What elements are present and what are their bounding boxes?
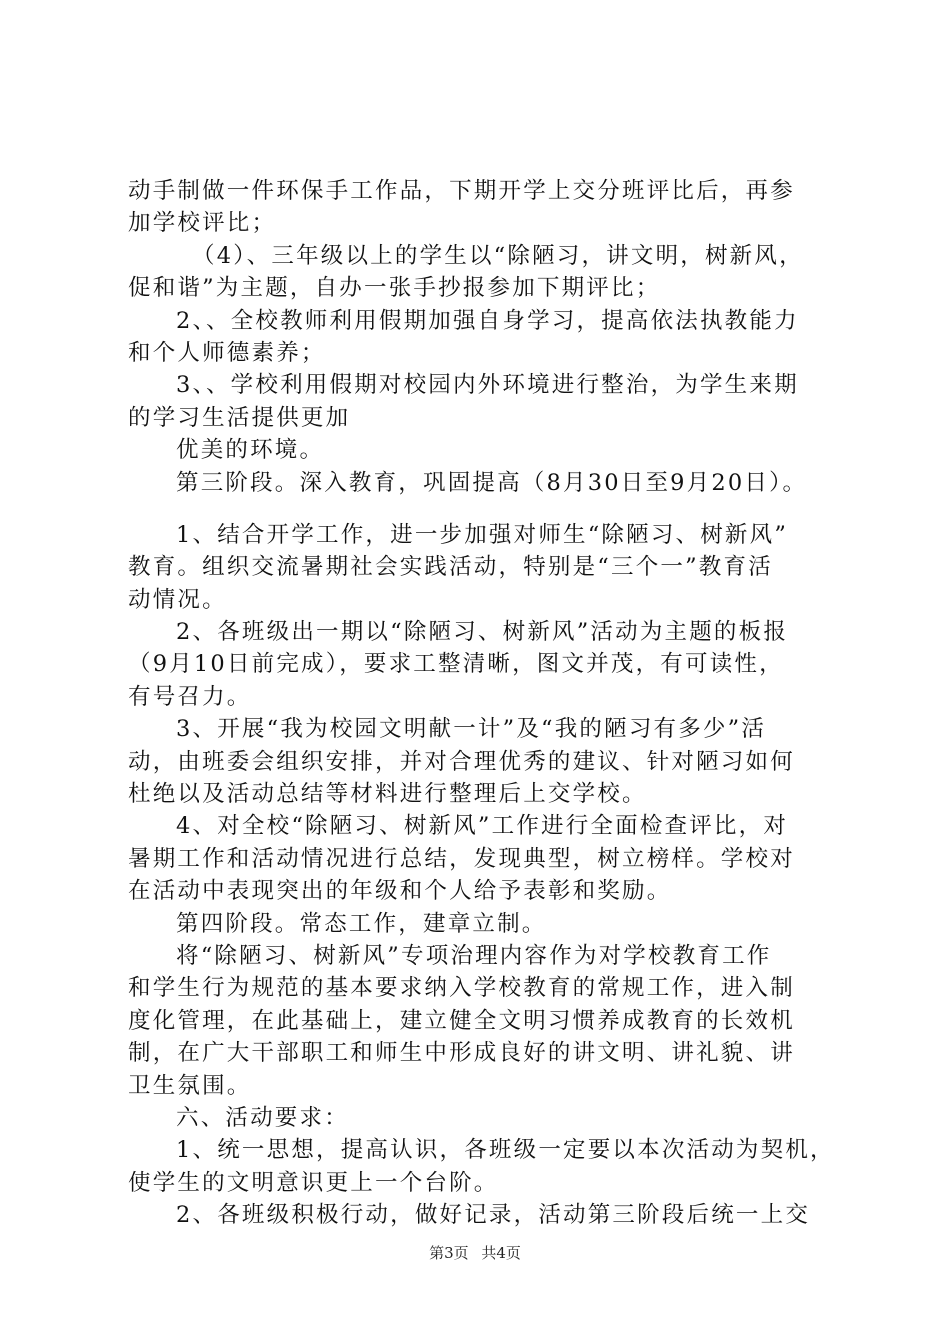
- body-line: 六、活动要求：: [176, 1104, 349, 1131]
- page-number: 第3页: [429, 1244, 469, 1262]
- body-line: 度化管理，在此基础上，建立健全文明习惯养成教育的长效机: [128, 1007, 795, 1034]
- body-line: 2、各班级出一期以“除陋习、树新风”活动为主题的板报: [176, 619, 789, 646]
- body-line: 促和谐”为主题，自办一张手抄报参加下期评比；: [128, 275, 661, 302]
- body-line: 动手制做一件环保手工作品，下期开学上交分班评比后，再参: [128, 178, 795, 204]
- body-line: 和学生行为规范的基本要求纳入学校教育的常规工作，进入制: [128, 975, 795, 1002]
- body-line: 动情况。: [128, 586, 227, 613]
- body-line: 第四阶段。常态工作，建章立制。: [176, 910, 547, 937]
- body-line: 和个人师德素养；: [128, 339, 326, 366]
- body-line: 动，由班委会组织安排，并对合理优秀的建议、针对陋习如何: [128, 748, 795, 775]
- body-line: 4、对全校“除陋习、树新风”工作进行全面检查评比，对: [176, 813, 789, 840]
- body-line: 的学习生活提供更加: [128, 404, 351, 431]
- page-total: 共4页: [481, 1244, 521, 1262]
- body-line: 2、各班级积极行动，做好记录，活动第三阶段后统一上交: [176, 1202, 811, 1229]
- body-line: 加学校评比；: [128, 210, 277, 237]
- body-line: 3、、学校利用假期对校园内外环境进行整治，为学生来期: [176, 372, 799, 399]
- body-line: （9月10日前完成），要求工整清晰，图文并茂，有可读性，: [128, 651, 784, 678]
- body-line: 在活动中表现突出的年级和个人给予表彰和奖励。: [128, 878, 672, 905]
- body-line: 1、结合开学工作，进一步加强对师生“除陋习、树新风”: [176, 521, 789, 548]
- body-line: 使学生的文明意识更上一个台阶。: [128, 1169, 499, 1196]
- body-line: 优美的环境。: [176, 437, 325, 464]
- document-body: [128, 175, 833, 1232]
- body-line: （4）、三年级以上的学生以“除陋习，讲文明，树新风，: [192, 242, 804, 269]
- body-line: 制，在广大干部职工和师生中形成良好的讲文明、讲礼貌、讲: [128, 1040, 795, 1067]
- body-line: 2、、全校教师利用假期加强自身学习，提高依法执教能力: [176, 307, 799, 334]
- body-line: 1、统一思想，提高认识，各班级一定要以本次活动为契机，: [176, 1137, 835, 1164]
- body-line: 3、开展“我为校园文明献一计”及“我的陋习有多少”活: [176, 716, 767, 743]
- body-line: 教育。组织交流暑期社会实践活动，特别是“三个一”教育活: [128, 554, 773, 581]
- body-line: 有号召力。: [128, 683, 252, 710]
- body-line: 第三阶段。深入教育，巩固提高（8月30日至9月20日）。: [176, 469, 808, 496]
- body-line: 将“除陋习、树新风”专项治理内容作为对学校教育工作: [176, 942, 772, 969]
- body-line: 暑期工作和活动情况进行总结，发现典型，树立榜样。学校对: [128, 845, 795, 872]
- page-footer: [0, 1243, 950, 1263]
- body-line: 卫生氛围。: [128, 1072, 252, 1099]
- paragraph-gap: [128, 499, 833, 519]
- body-line: 杜绝以及活动总结等材料进行整理后上交学校。: [128, 781, 647, 808]
